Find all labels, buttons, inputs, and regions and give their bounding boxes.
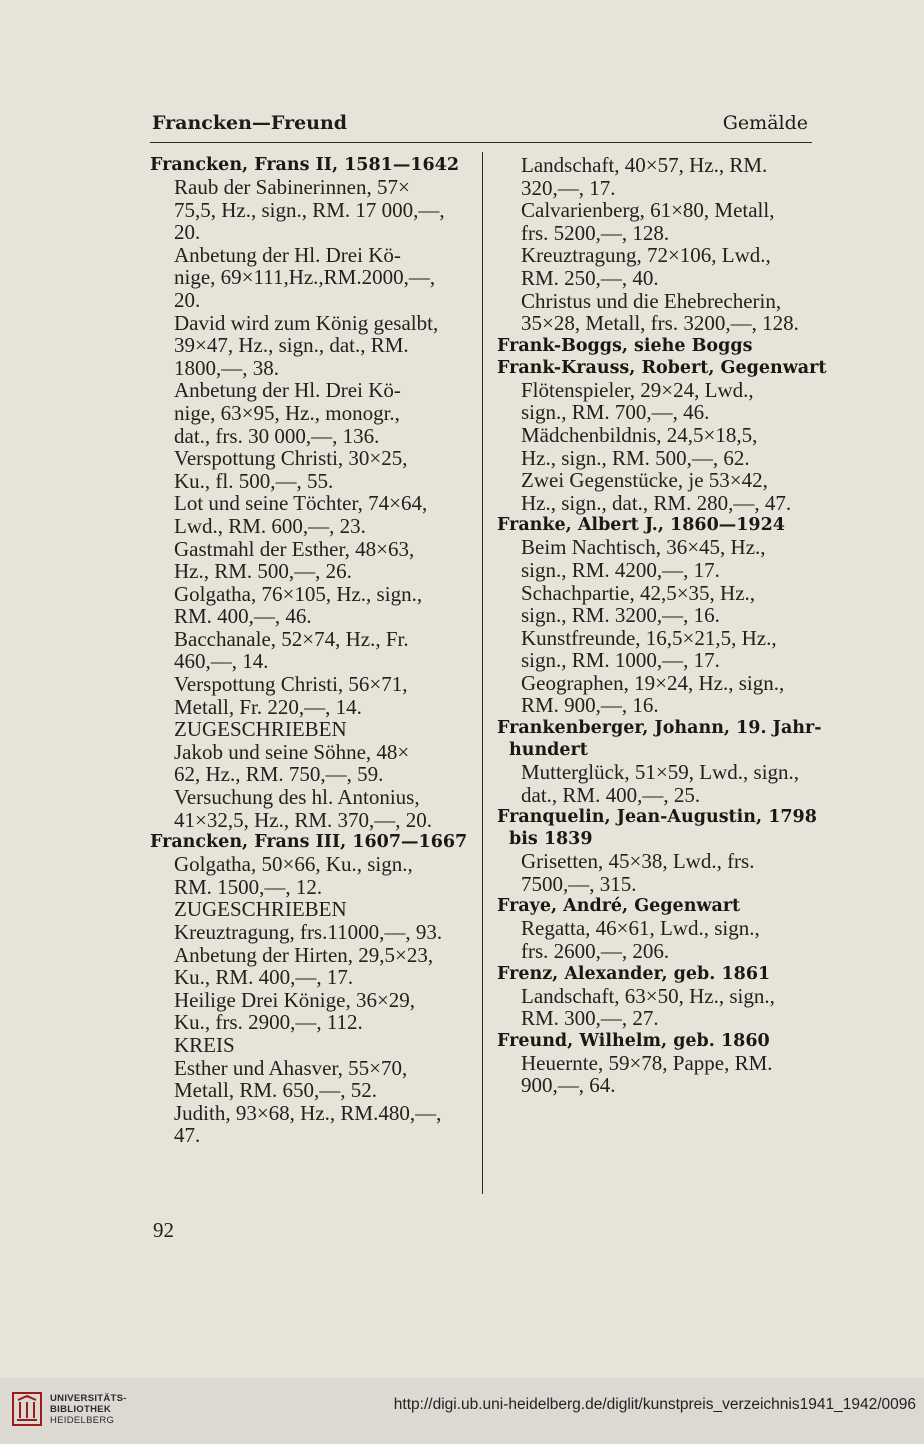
- entry-line: Ku., frs. 2900,—, 112.: [174, 1010, 363, 1035]
- entry-line: Landschaft, 40×57, Hz., RM.: [521, 153, 768, 177]
- entry-line: dat., frs. 30 000,—, 136.: [174, 423, 380, 448]
- entry-line: Gastmahl der Esther, 48×63,: [174, 536, 415, 561]
- artist-heading: Francken, Frans III, 1607—1667: [150, 832, 468, 853]
- entry-line: 900,—, 64.: [521, 1073, 616, 1098]
- entry-line: Ku., fl. 500,—, 55.: [174, 468, 334, 493]
- entry-line: Grisetten, 45×38, Lwd., frs.: [521, 849, 755, 874]
- entry-line: Raub der Sabinerinnen, 57×: [174, 175, 410, 199]
- entry-line: Regatta, 46×61, Lwd., sign.,: [521, 916, 760, 941]
- entry-line: Hz., RM. 500,—, 26.: [174, 559, 352, 584]
- entry-line: 20.: [174, 287, 201, 312]
- entry-line: RM. 1500,—, 12.: [174, 874, 323, 899]
- entry-line: Esther und Ahasver, 55×70,: [174, 1055, 408, 1080]
- catalog-entry: [497, 514, 813, 717]
- entry-line: Metall, Fr. 220,—, 14.: [174, 694, 362, 719]
- left-column: [150, 154, 474, 1147]
- entry-line: 320,—, 17.: [521, 175, 616, 200]
- header-rule: [150, 142, 812, 143]
- entry-line: 460,—, 14.: [174, 649, 269, 674]
- artist-heading: Freund, Wilhelm, geb. 1860: [497, 1030, 770, 1051]
- catalog-entry: [150, 831, 474, 1147]
- artist-heading: Franke, Albert J., 1860—1924: [497, 515, 785, 536]
- entry-line: frs. 2600,—, 206.: [521, 939, 670, 964]
- artist-heading: Franquelin, Jean-Augustin, 1798: [497, 807, 817, 828]
- logo-line-1: UNIVERSITÄTS-: [50, 1393, 127, 1404]
- artist-heading: Francken, Frans II, 1581—1642: [150, 155, 460, 175]
- entry-line: Heuernte, 59×78, Pappe, RM.: [521, 1050, 773, 1075]
- entry-line: Anbetung der Hl. Drei Kö-: [174, 242, 401, 267]
- entry-line: RM. 400,—, 46.: [174, 604, 312, 629]
- entry-line: Flötenspieler, 29×24, Lwd.,: [521, 377, 754, 402]
- entry-line: sign., RM. 700,—, 46.: [521, 400, 710, 425]
- entry-line: 62, Hz., RM. 750,—, 59.: [174, 762, 384, 787]
- entry-line: 7500,—, 315.: [521, 871, 637, 896]
- entry-line: Hz., sign., dat., RM. 280,—, 47.: [521, 490, 792, 515]
- running-head-right: Gemälde: [722, 112, 808, 134]
- entry-line: RM. 250,—, 40.: [521, 265, 659, 290]
- entry-line: 39×47, Hz., sign., dat., RM.: [174, 333, 409, 358]
- entry-line: Kunstfreunde, 16,5×21,5, Hz.,: [521, 625, 777, 650]
- page-number: 92: [153, 1218, 174, 1242]
- entry-line: Calvarienberg, 61×80, Metall,: [521, 198, 775, 223]
- entry-line: Lwd., RM. 600,—, 23.: [174, 513, 366, 538]
- entry-line: KREIS: [174, 1032, 235, 1057]
- entry-line: Geographen, 19×24, Hz., sign.,: [521, 670, 785, 695]
- artist-heading: Frank-Krauss, Robert, Gegenwart: [497, 357, 827, 378]
- library-logo-text: [50, 1393, 127, 1426]
- logo-line-2: BIBLIOTHEK: [50, 1404, 112, 1415]
- entry-line: Verspottung Christi, 30×25,: [174, 446, 408, 471]
- entry-line: Mutterglück, 51×59, Lwd., sign.,: [521, 760, 800, 785]
- column-divider: [482, 152, 483, 1194]
- entry-line: Beim Nachtisch, 36×45, Hz.,: [521, 535, 766, 560]
- logo-line-3: HEIDELBERG: [50, 1415, 115, 1426]
- entry-line: 1800,—, 38.: [174, 355, 279, 380]
- entry-line: RM. 900,—, 16.: [521, 693, 659, 718]
- entry-line: Hz., sign., RM. 500,—, 62.: [521, 445, 750, 470]
- catalog-entry: [150, 154, 474, 831]
- entry-line: Zwei Gegenstücke, je 53×42,: [521, 468, 768, 493]
- entry-line: Mädchenbildnis, 24,5×18,5,: [521, 422, 758, 447]
- entry-line: sign., RM. 3200,—, 16.: [521, 603, 720, 628]
- entry-line: Judith, 93×68, Hz., RM.480,—,: [174, 1100, 442, 1125]
- entry-line: Lot und seine Töchter, 74×64,: [174, 491, 428, 516]
- entry-line: Schachpartie, 42,5×35, Hz.,: [521, 580, 756, 605]
- entry-line: Ku., RM. 400,—, 17.: [174, 965, 354, 990]
- catalog-entry: [497, 1030, 813, 1097]
- viewer-footer: [0, 1378, 924, 1444]
- entry-line: David wird zum König gesalbt,: [174, 310, 439, 335]
- entry-line: sign., RM. 1000,—, 17.: [521, 648, 720, 673]
- entry-line: 47.: [174, 1123, 201, 1148]
- artist-heading: Frankenberger, Johann, 19. Jahr-: [497, 718, 822, 739]
- artist-heading-continuation: bis 1839: [509, 829, 593, 850]
- entry-line: RM. 300,—, 27.: [521, 1006, 659, 1031]
- entry-line: Golgatha, 76×105, Hz., sign.,: [174, 581, 423, 606]
- entry-line: 20.: [174, 220, 201, 245]
- artist-heading: Frank-Boggs, siehe Boggs: [497, 335, 753, 356]
- catalog-entry: [497, 154, 813, 335]
- artist-heading-continuation: hundert: [509, 740, 588, 761]
- catalog-entry: [497, 335, 813, 357]
- entry-line: frs. 5200,—, 128.: [521, 220, 670, 245]
- entry-line: Versuchung des hl. Antonius,: [174, 785, 420, 810]
- entry-line: Verspottung Christi, 56×71,: [174, 672, 408, 697]
- artist-heading: Frenz, Alexander, geb. 1861: [497, 963, 771, 984]
- entry-line: Jakob und seine Söhne, 48×: [174, 739, 410, 764]
- entry-line: ZUGESCHRIEBEN: [174, 717, 347, 742]
- entry-line: 41×32,5, Hz., RM. 370,—, 20.: [174, 807, 433, 832]
- running-head-left: Francken—Freund: [152, 112, 348, 134]
- entry-line: Heilige Drei Könige, 36×29,: [174, 987, 416, 1012]
- entry-line: Golgatha, 50×66, Ku., sign.,: [174, 852, 413, 877]
- entry-line: Bacchanale, 52×74, Hz., Fr.: [174, 626, 409, 651]
- entry-line: Christus und die Ehebrecherin,: [521, 288, 782, 313]
- entry-line: nige, 63×95, Hz., monogr.,: [174, 400, 400, 425]
- entry-line: dat., RM. 400,—, 25.: [521, 782, 701, 807]
- entry-line: Metall, RM. 650,—, 52.: [174, 1078, 377, 1103]
- entry-line: Anbetung der Hl. Drei Kö-: [174, 378, 401, 403]
- library-logo-icon: [12, 1392, 42, 1426]
- catalog-entry: [497, 806, 817, 896]
- entry-line: 35×28, Metall, frs. 3200,—, 128.: [521, 311, 799, 336]
- catalog-entry: [497, 357, 827, 515]
- entry-line: ZUGESCHRIEBEN: [174, 897, 347, 922]
- entry-line: Landschaft, 63×50, Hz., sign.,: [521, 983, 775, 1008]
- entry-line: Anbetung der Hirten, 29,5×23,: [174, 942, 434, 967]
- artist-heading: Fraye, André, Gegenwart: [497, 896, 741, 917]
- source-url-link[interactable]: http://digi.ub.uni-heidelberg.de/diglit/kunstpreis_verzeichnis1941_1942/0096: [393, 1396, 916, 1413]
- entry-line: Kreuztragung, 72×106, Lwd.,: [521, 243, 771, 268]
- catalog-entry: [497, 963, 813, 1030]
- entry-line: 75,5, Hz., sign., RM. 17 000,—,: [174, 197, 445, 222]
- entry-line: nige, 69×111,Hz.,RM.2000,—,: [174, 265, 436, 290]
- entry-line: sign., RM. 4200,—, 17.: [521, 557, 720, 582]
- catalog-entry: [497, 895, 813, 962]
- catalog-entry: [497, 717, 822, 807]
- entry-line: Kreuztragung, frs.11000,—, 93.: [174, 920, 443, 944]
- right-column: [497, 153, 827, 1098]
